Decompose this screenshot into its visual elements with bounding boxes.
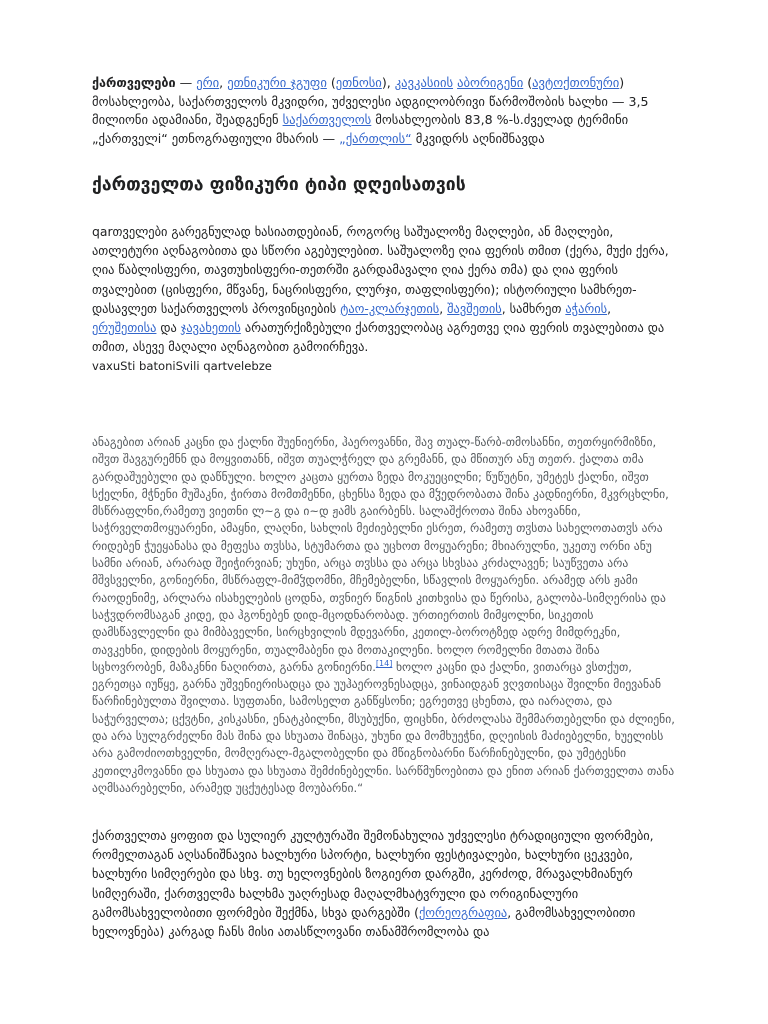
intro-text-comma: , xyxy=(219,75,228,90)
quote-text-start: ანაგებით არიან კაცნი და ქალნი შუენიერნი, ჰაეროვანნი, შავ თუალ-წარბ-თმოსანნი, თეთრყირმიზნი, იშჳთ შავგურემნნ და მოყვითანნ, იშჳთ თუალჭრელ და გრემანნ, და მწითურ ანუ თეთრ. ქალთა თმა გარდაშუებული და დაწნული. ხოლო კაცთა ყურთა ზედა მოკუეცილნი; წუწუტნი, უმეტეს ქალნი, იშჳთ სქელნი, მჭნენი მუშაკნი, ჭირთა მომთმენნი, ცხენსა ზედა და მჴედრობათა შინა კადნიერნი, მკვრცხლნი, მსწრაფლნი,რამეთუ ვიეთნი ლ~გ და ი~დ ჟამს გაირბენს. სალაშქროთა შინა ახოვანნი, საჭრველთმოყუარენი, ამაყნი, ლაღნი, სახლის მეძიებელნი ესრეთ, რამეთუ თჳსთა სახელოთათჳს არა რიდებენ ჭუეყანასა და მეფესა თჳსსა, სტუმართა და უცხოთ მოყუარენი; მხიარულნი, უკეთუ ორნი ანუ სამნი არიან, არარად შეიჭირვიან; უხუნი, არცა თჳსსა და არცა სხვსაა კრძალავენ; საუწჳეთა არა მშვსველნი, გონიერნი, მსწრაფლ-მიმჴდომნი, მჩემებელნი, სწავლის მოყუარენი. არამედ არს ჟამი რაოდენიმე, არლარა ისახელების ცოდნა, თჳნიერ წიგნის კითხვისა და წერისა, გალობა-სიმღერისა და საჭჳდრომსაგან კიდე, და ჰგონებენ დიდ-მცოდნარობად. ურთიერთის მიმყოლნი, სიკეთის დამსწავლელნი და მიმბაველნი, სირცხვილის მდევარნი, კეთილ-ბოროტზედ ადრე მიმდრეკნი, თავკეხნი, დიდების მოყურენი, თუალმაბენი და მოთაკილენი. ხოლო რომელნი მთათა შინა სცხოვრობენ, მაზაკნნი ნაღირთა, გარნა გონიერნი. xyxy=(92,435,669,674)
link-eri[interactable]: ერი xyxy=(196,75,220,90)
intro-text-paren-2: ( xyxy=(523,75,533,90)
intro-text-end: მკვიდრს აღნიშნავდა xyxy=(411,130,545,146)
section-heading: ქართველთა ფიზიკური ტიპი დღეისათვის xyxy=(92,175,466,195)
physical-type-paragraph xyxy=(92,222,677,356)
intro-text-paren: ( xyxy=(326,75,336,90)
para2-text-start: qarთველები გარეგნულად ხასიათდებიან, როგორც საშუალოზე მაღლები, ან მაღლები, ათლეტური აღნაგობითა და სწორი აგებულებით. საშუალოზე ღია ფერის თმით (ქერა, მუქი ქერა, ღია წაბლისფერი, თავთუხისფერი-თეთრში გარდამავალი ღია ქერა თმა) და ღია ფერის თვალებით (ცისფერი, მწვანე, ნაცრისფერი, ლურჯი, თაფლისფერი); ისტორიული სამხრეთ-დასავლეთ საქართველოს პროვინციების xyxy=(92,224,669,316)
para2-text-mid: , სამხრეთ xyxy=(501,300,566,316)
para2-text-end: არათურქიზებული ქართველობაც აგრეთვე ღია ფერის თვალებითა და თმით, ასევე მაღალი აღნაგობით გამოირჩევა. xyxy=(92,320,665,355)
link-aborigines[interactable]: აბორიგენი xyxy=(457,75,524,90)
link-rusheti[interactable]: ერუშეთისა xyxy=(92,320,157,336)
intro-text-body: ) მოსახლეობა, საქართველოს მკვიდრი, უძველესი ადგილობრივი წარმოშობის ხალხი — 3,5 მილიონი ადამიანი, შეადგენენ xyxy=(92,75,649,127)
link-javakheti[interactable]: ჯავახეთის xyxy=(180,320,241,336)
intro-text-body-2: მოსახლეობის 83,8 %-ს.ძველად ტერმინი „ქართველi“ ეთნოგრაფიული მხარის — xyxy=(92,112,629,146)
link-choreography[interactable]: ქორეოგრაფია xyxy=(418,904,508,920)
intro-text-dash: — xyxy=(175,75,197,90)
link-tao-klarjeti[interactable]: ტაო-კლარჯეთის xyxy=(340,300,440,316)
para2-text-comma-2: , xyxy=(607,300,612,316)
link-shavsheti[interactable]: შავშეთის xyxy=(447,300,502,316)
vakhushti-quote xyxy=(92,434,677,797)
link-kartli[interactable]: „ქართლის“ xyxy=(339,130,412,146)
link-caucasus[interactable]: კავკასიის xyxy=(394,75,454,90)
intro-paragraph xyxy=(92,74,672,148)
intro-text-paren-close: ), xyxy=(381,75,395,90)
link-georgia[interactable]: საქართველოს xyxy=(282,112,372,127)
link-ethnos[interactable]: ეთნოსი xyxy=(335,75,382,90)
quote-caption: vaxuSti batoniSvili qartvelebze xyxy=(92,359,272,373)
footnote-link[interactable]: [14] xyxy=(375,659,393,668)
para2-text-and: და xyxy=(156,320,181,336)
footnote-ref xyxy=(376,659,392,668)
quote-text-end: ხოლო კაცნი და ქალნი, ვითარცა ვსთქუთ, ეგრეთცა იუწყე, გარნა უშვენიერისადცა და უუჰაეროვნესადცა, ვინაიდგან ვღვთისაცა შვილნი მიევანან წარჩინებულთა შვილთა. სუფთანი, სამოსელთ განწყსონი; ეგრეთვე ცხენთა, და იარაღთა, და საჭურველთა; ცქჳტნი, კისკასნი, ენატკბილნი, მსუბუქნი, ფიცხნი, ბრძოლასა შემმართებელნი და ძლიენი, და არა სულგრძელნი მას შინა და სხუათა შინაცა, უხუნი და მომხუეჭნი, დღეისის მაძიებელნი, ხუელისს არა გამოძიოთხველნი, მომღერალ-მგალობელნი და მწიგნობარნი წარჩინებულნი, და უმეტესნი კეთილკმოვანნი და სხუათა და სხუათა შემძინებელნი. სარწმუნოებითა და ენით არიან ქართველთა თანა აღმსაარებელნი, არამედ უცქუტესად მოუბარნი.“ xyxy=(92,659,675,795)
intro-term: ქართველები xyxy=(92,75,176,90)
para3-text-end: , გამომსახველობითი ხელოვნება) კარგად ჩანს მისი ათასწლოვანი თანამშრომლობა და xyxy=(92,904,636,940)
para3-text-start: ქართველთა ყოფით და სულიერ კულტურაში შემონახულია უძველესი ტრადიციული ფორმები, რომელთაგან აღსანიშნავია ხალხური სპორტი, ხალხური ფესტივალები, ხალხური ცეკვები, ხალხური სიმღერები და სხვ. თუ ხელოვნების ზოგიერთ დარგში, კერძოდ, მრავალხმიანურ სიმღერაში, ქართველმა ხალხმა უაღრესად მაღალმხატვრული და ორიგინალური გამომსახველობითი ფორმები შექმნა, სხვა დარგებში ( xyxy=(92,828,654,920)
link-ethnic-group[interactable]: ეთნიკური ჯგუფი xyxy=(227,75,327,90)
culture-paragraph xyxy=(92,826,677,941)
para2-text-comma: , xyxy=(439,300,448,316)
link-autochthonous[interactable]: ავტოქთონური xyxy=(532,75,620,90)
link-ajara[interactable]: აჭარის xyxy=(565,300,608,316)
